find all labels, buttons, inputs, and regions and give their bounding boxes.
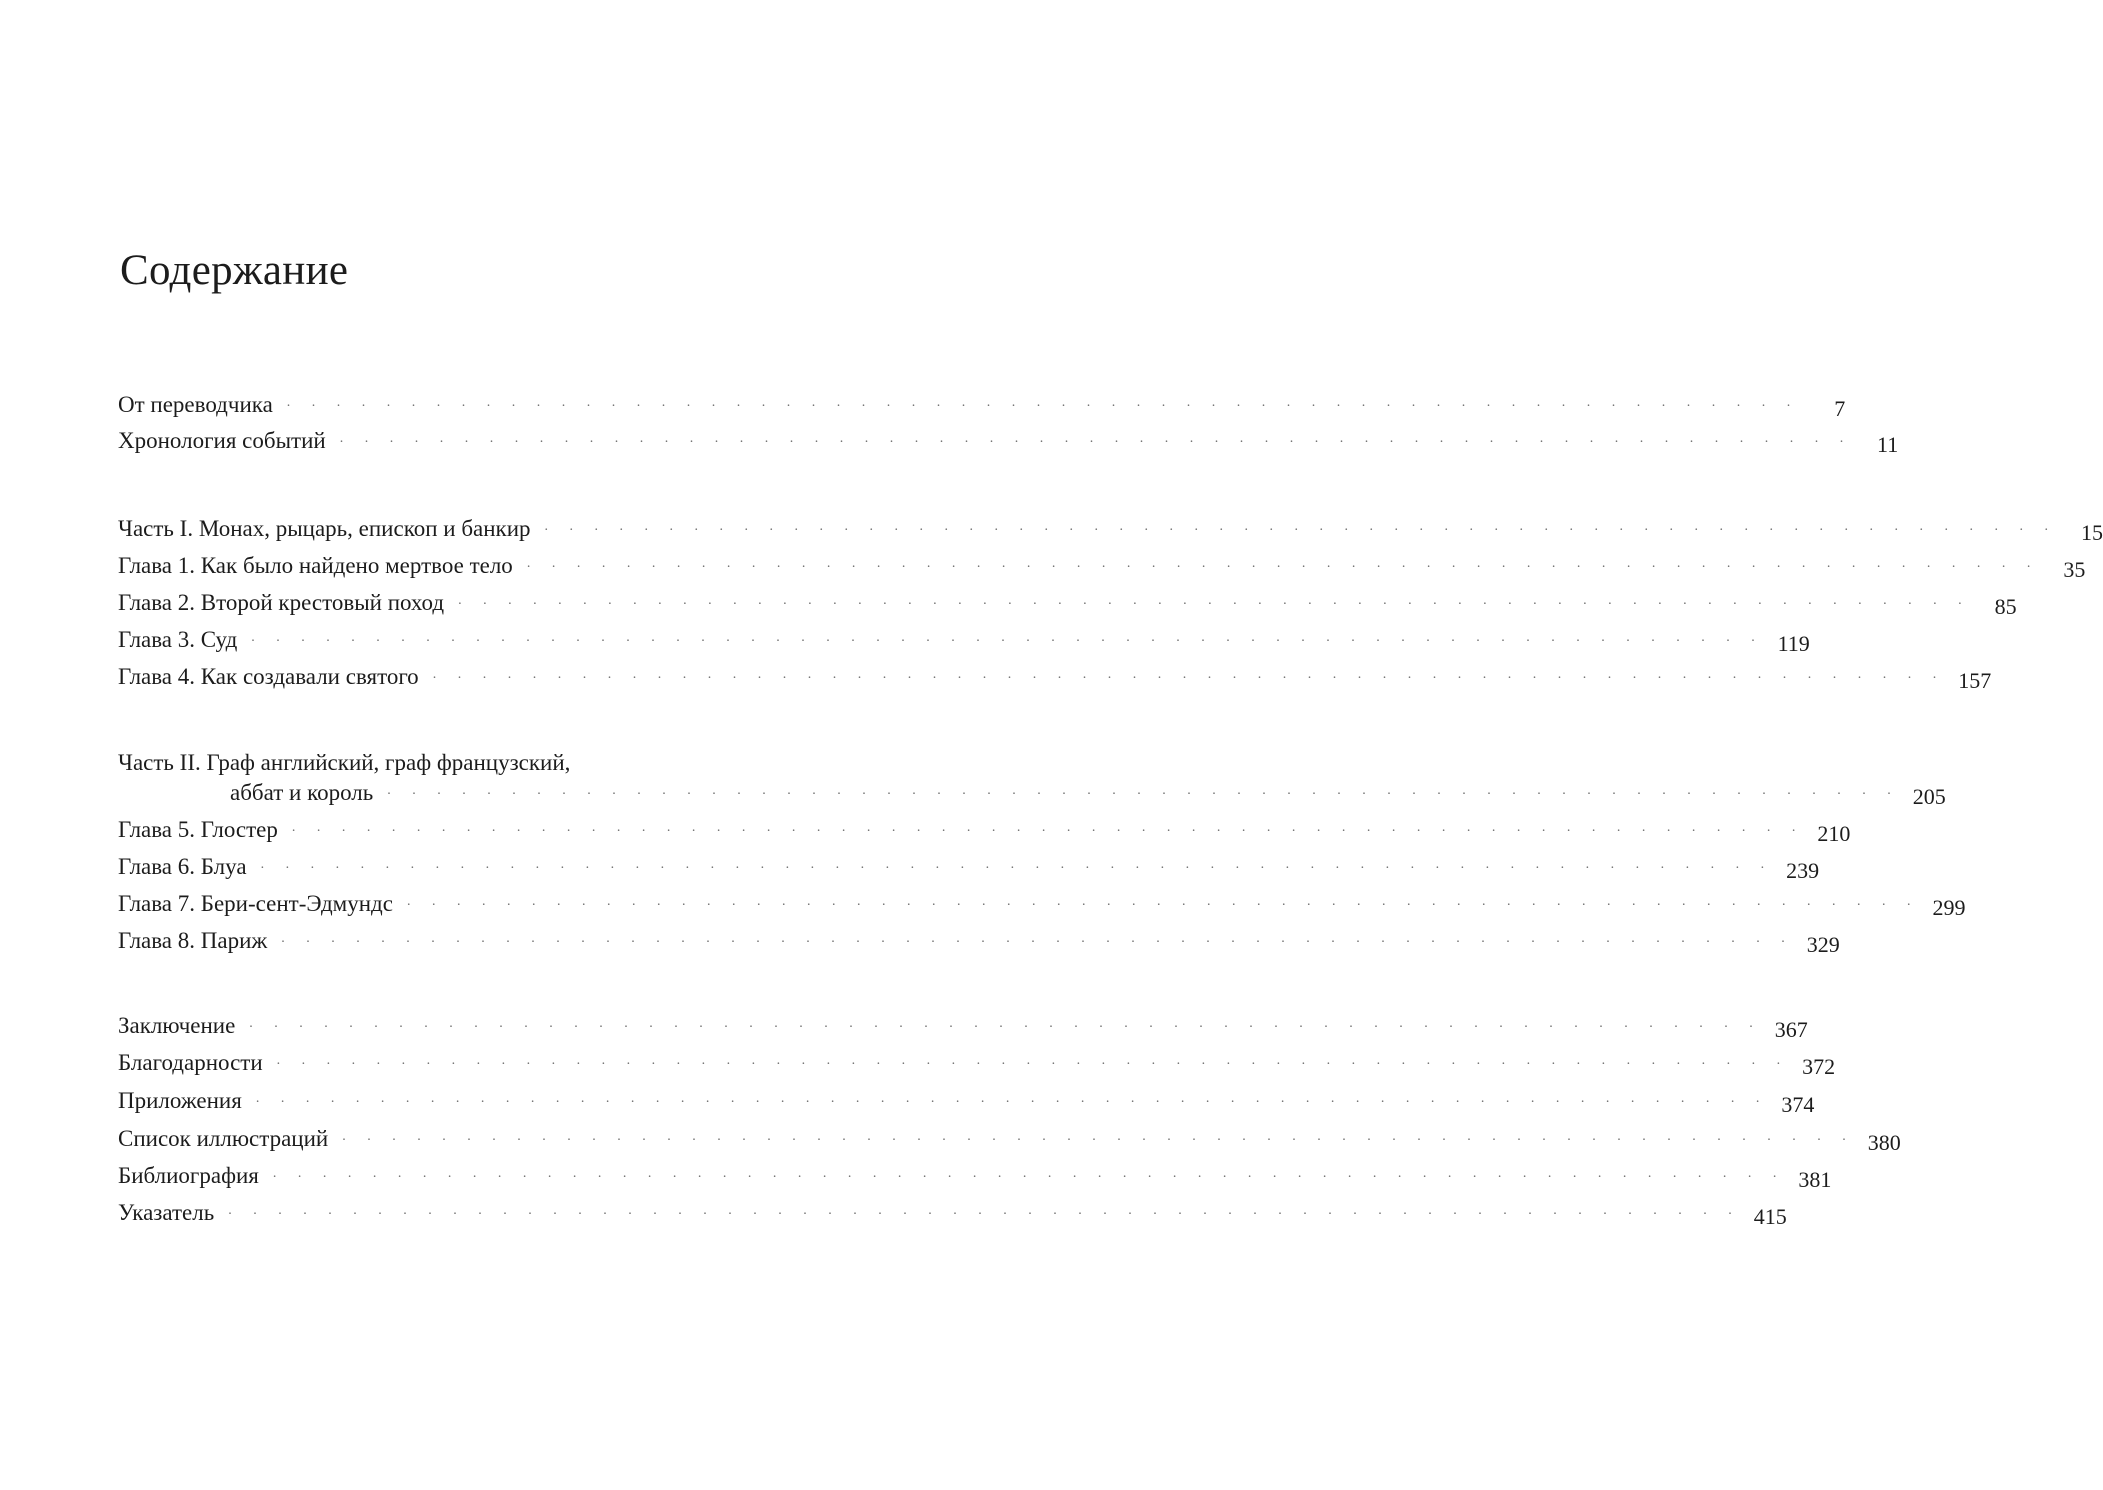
toc-entry-label: Глава 8. Париж [118, 928, 268, 953]
toc-page-number: 210 [1817, 821, 1851, 846]
toc-entry-label: Глава 6. Блуа [118, 854, 247, 879]
toc-page-number: 119 [1777, 631, 1810, 656]
leader-dots: . . . . . . . . . . . . . . . . . . . . . . . . . . . . . . . . . . . . . . . . . . . . . . . . . . . . . . . . . . . . . [286, 395, 1800, 410]
toc-entry-bibliography[interactable] [118, 1163, 1832, 1197]
toc-entry-label: Часть II. Граф английский, граф французский, [118, 750, 571, 775]
toc-entry-label: Указатель [118, 1200, 215, 1225]
toc-page-number: 299 [1932, 895, 1966, 920]
toc-page-number: 367 [1774, 1017, 1808, 1042]
toc-entry-part-1[interactable] [118, 516, 2103, 550]
toc-entry-label: Глава 3. Суд [118, 627, 238, 652]
toc-page-number: 157 [1958, 668, 1992, 693]
leader-dots: . . . . . . . . . . . . . . . . . . . . . . . . . . . . . . . . . . . . . . . . . . . . . . . . . . . . . . . . . . . . . [342, 1129, 1855, 1144]
toc-entry-acknowledgements[interactable] [118, 1050, 1836, 1084]
toc-entry-label: Хронология событий [118, 428, 326, 453]
leader-dots: . . . . . . . . . . . . . . . . . . . . . . . . . . . . . . . . . . . . . . . . . . . . . . . . . . . . . . . . . . . . . [526, 556, 2040, 571]
leader-dots: . . . . . . . . . . . . . . . . . . . . . . . . . . . . . . . . . . . . . . . . . . . . . . . . . . . . . . . . . . . . . [249, 1016, 1762, 1031]
toc-page-number: 85 [1994, 594, 2017, 619]
toc-entry-chronology[interactable] [118, 428, 1899, 462]
toc-entry-label-continuation: аббат и король [230, 780, 374, 805]
toc-entry-label: Заключение [118, 1013, 236, 1038]
toc-entry-chapter-1[interactable] [118, 553, 2086, 587]
page-title: Содержание [120, 247, 349, 294]
toc-entry-label: Глава 7. Бери-сент-Эдмундс [118, 891, 393, 916]
toc-entry-label: Глава 5. Глостер [118, 817, 278, 842]
toc-entry-illustrations[interactable] [118, 1126, 1901, 1160]
toc-entry-chapter-4[interactable] [118, 664, 1992, 698]
toc-entry-label: Глава 1. Как было найдено мертвое тело [118, 553, 513, 578]
leader-dots: . . . . . . . . . . . . . . . . . . . . . . . . . . . . . . . . . . . . . . . . . . . . . . . . . . . . . . . . . . . . . [251, 630, 1764, 645]
toc-page-number: 7 [1834, 396, 1846, 421]
toc-entry-chapter-8[interactable] [118, 928, 1840, 962]
toc-entry-translator[interactable] [118, 392, 1846, 426]
toc-page-number: 239 [1786, 858, 1820, 883]
toc-entry-chapter-2[interactable] [118, 590, 2017, 624]
toc-entry-part-2[interactable] [118, 750, 1946, 814]
leader-dots: . . . . . . . . . . . . . . . . . . . . . . . . . . . . . . . . . . . . . . . . . . . . . . . . . . . . . . . . . . . . . [406, 894, 1920, 909]
toc-entry-label: От переводчика [118, 392, 273, 417]
leader-dots: . . . . . . . . . . . . . . . . . . . . . . . . . . . . . . . . . . . . . . . . . . . . . . . . . . . . . . . . . . . . . [272, 1166, 1786, 1181]
toc-page-number: 381 [1798, 1167, 1832, 1192]
toc-page-number: 11 [1877, 432, 1899, 457]
leader-dots: . . . . . . . . . . . . . . . . . . . . . . . . . . . . . . . . . . . . . . . . . . . . . . . . . . . . . . . . . . . . . [228, 1203, 1741, 1218]
leader-dots: . . . . . . . . . . . . . . . . . . . . . . . . . . . . . . . . . . . . . . . . . . . . . . . . . . . . . . . . . . . . . [291, 820, 1805, 835]
toc-entry-label: Часть I. Монах, рыцарь, епископ и банкир [118, 516, 531, 541]
leader-dots: . . . . . . . . . . . . . . . . . . . . . . . . . . . . . . . . . . . . . . . . . . . . . . . . . . . . . . . . . . . . . [260, 857, 1774, 872]
toc-entry-label: Глава 2. Второй крестовый поход [118, 590, 445, 615]
toc-entry-chapter-5[interactable] [118, 817, 1851, 851]
toc-entry-chapter-6[interactable] [118, 854, 1820, 888]
leader-dots: . . . . . . . . . . . . . . . . . . . . . . . . . . . . . . . . . . . . . . . . . . . . . . . . . . . . . . . . . . . . . [458, 593, 1971, 608]
toc-page-number: 35 [2063, 557, 2086, 582]
toc-entry-label: Глава 4. Как создавали святого [118, 664, 419, 689]
leader-dots: . . . . . . . . . . . . . . . . . . . . . . . . . . . . . . . . . . . . . . . . . . . . . . . . . . . . . . . . . . . . . [387, 783, 1900, 798]
leader-dots: . . . . . . . . . . . . . . . . . . . . . . . . . . . . . . . . . . . . . . . . . . . . . . . . . . . . . . . . . . . . . [544, 519, 2058, 534]
toc-entry-chapter-3[interactable] [118, 627, 1810, 661]
toc-entry-label: Приложения [118, 1088, 242, 1113]
leader-dots: . . . . . . . . . . . . . . . . . . . . . . . . . . . . . . . . . . . . . . . . . . . . . . . . . . . . . . . . . . . . . [276, 1053, 1790, 1068]
toc-entry-index[interactable] [118, 1200, 1787, 1234]
toc-entry-label: Список иллюстраций [118, 1126, 329, 1151]
toc-entry-label: Библиография [118, 1163, 259, 1188]
leader-dots: . . . . . . . . . . . . . . . . . . . . . . . . . . . . . . . . . . . . . . . . . . . . . . . . . . . . . . . . . . . . . [432, 667, 1946, 682]
leader-dots: . . . . . . . . . . . . . . . . . . . . . . . . . . . . . . . . . . . . . . . . . . . . . . . . . . . . . . . . . . . . . [281, 931, 1794, 946]
toc-entry-chapter-7[interactable] [118, 891, 1966, 925]
toc-page-number: 374 [1781, 1092, 1815, 1117]
toc-entry-conclusion[interactable] [118, 1013, 1808, 1047]
toc-page-number: 205 [1912, 784, 1946, 809]
toc-entry-label: Благодарности [118, 1050, 263, 1075]
leader-dots: . . . . . . . . . . . . . . . . . . . . . . . . . . . . . . . . . . . . . . . . . . . . . . . . . . . . . . . . . . . . . [255, 1091, 1769, 1106]
toc-page-number: 329 [1806, 932, 1840, 957]
toc-page-number: 372 [1802, 1054, 1836, 1079]
toc-page-number: 380 [1867, 1130, 1901, 1155]
table-of-contents [118, 0, 2103, 1490]
toc-entry-appendices[interactable] [118, 1088, 1815, 1122]
leader-dots: . . . . . . . . . . . . . . . . . . . . . . . . . . . . . . . . . . . . . . . . . . . . . . . . . . . . . . . . . . . . . [339, 431, 1853, 446]
toc-page-number: 15 [2081, 520, 2103, 545]
toc-page-number: 415 [1753, 1204, 1787, 1229]
